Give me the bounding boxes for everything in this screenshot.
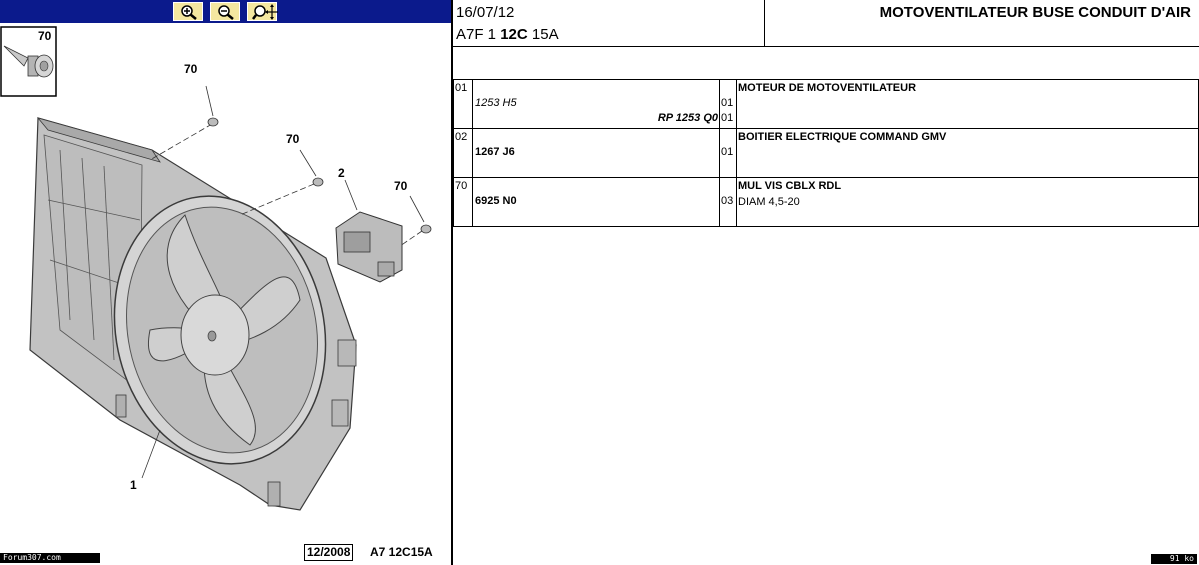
part-description: MUL VIS CBLX RDL: [738, 180, 842, 192]
part-number: 70: [455, 180, 468, 192]
part-reference: 6925 N0: [475, 195, 517, 207]
page-title: MOTOVENTILATEUR BUSE CONDUIT D'AIR: [879, 4, 1191, 21]
screw-c: [400, 225, 431, 246]
header-rule: [453, 46, 1199, 47]
part-quantity: 01: [721, 97, 734, 109]
zoom-in-button[interactable]: [173, 2, 203, 21]
callout-70-a: 70: [184, 62, 198, 76]
screw-b: [240, 178, 323, 215]
electric-box: [336, 212, 402, 282]
header-code: [456, 26, 559, 43]
header-code-bold: 12C: [500, 26, 528, 43]
zoom-out-icon: [215, 4, 237, 20]
header-code-pre: A7F 1: [456, 26, 497, 43]
header-code-post: 15A: [531, 26, 559, 43]
callout-2: 2: [338, 166, 345, 180]
diagram-date: 12/2008: [304, 544, 353, 561]
parts-pane: [453, 0, 1199, 565]
parts-table: [453, 79, 1199, 227]
part-description: MOTEUR DE MOTOVENTILATEUR: [738, 82, 917, 94]
diagram-pane: [0, 0, 451, 565]
callout-70-c: 70: [394, 179, 408, 193]
site-watermark: Forum307.com: [0, 553, 100, 563]
part-number: 01: [455, 82, 468, 94]
toolbar: [0, 0, 451, 23]
part-reference: RP 1253 Q0: [657, 112, 718, 124]
zoom-pan-icon: [252, 4, 278, 20]
zoom-out-button[interactable]: [210, 2, 240, 21]
part-quantity: 01: [721, 112, 734, 124]
part-description: BOITIER ELECTRIQUE COMMAND GMV: [738, 131, 947, 143]
header-separator: [764, 0, 765, 46]
table-row[interactable]: [454, 129, 1199, 178]
table-row[interactable]: [454, 178, 1199, 227]
part-reference: 1267 J6: [475, 146, 515, 158]
thumb-callout: 70: [38, 29, 52, 43]
exploded-view-diagram: [0, 23, 451, 543]
part-reference: 1253 H5: [475, 97, 517, 109]
zoom-pan-button[interactable]: [247, 2, 277, 21]
callout-70-b: 70: [286, 132, 300, 146]
file-size: 91 ko: [1151, 554, 1197, 564]
part-number: 02: [455, 131, 468, 143]
header-date: 16/07/12: [456, 4, 515, 21]
part-quantity: 03: [721, 195, 734, 207]
part-subdescription: DIAM 4,5-20: [738, 196, 800, 208]
zoom-in-icon: [178, 4, 200, 20]
table-row[interactable]: [454, 80, 1199, 129]
callout-1: 1: [130, 478, 137, 492]
part-quantity: 01: [721, 146, 734, 158]
diagram-reference: A7 12C15A: [370, 545, 433, 559]
screw-a: [150, 118, 218, 160]
